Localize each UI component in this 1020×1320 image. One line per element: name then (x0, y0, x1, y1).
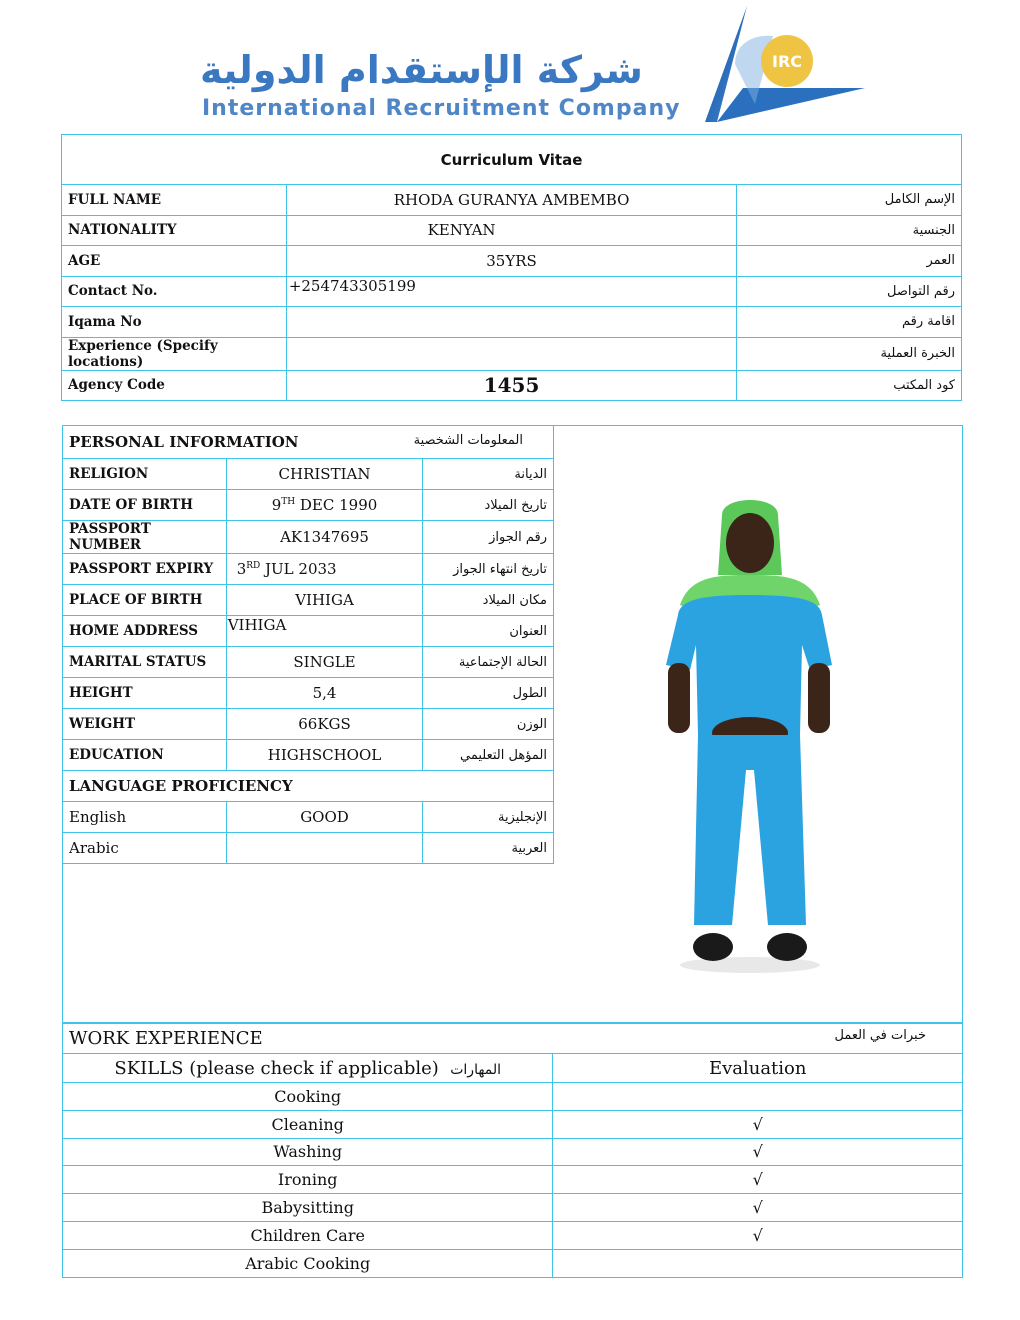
candidate-photo (650, 495, 850, 980)
skill-check-mark: √ (553, 1221, 963, 1249)
table-row (63, 1138, 963, 1166)
row-arabic-label: تاريخ انتهاء الجواز (423, 554, 554, 585)
logo-badge-text: IRC (771, 52, 803, 71)
row-label: RELIGION (63, 459, 227, 490)
place-of-birth-value: VIHIGA (226, 585, 423, 616)
row-label: EDUCATION (63, 740, 227, 771)
dob-suffix: TH (281, 497, 296, 507)
table-row (62, 276, 962, 307)
arabic-level-value (226, 833, 423, 864)
row-label: MARITAL STATUS (63, 647, 227, 678)
row-arabic-label: الديانة (423, 459, 554, 490)
iqama-value (286, 307, 736, 338)
experience-value (286, 337, 736, 370)
work-experience-heading (63, 1024, 963, 1054)
table-row (63, 740, 554, 771)
age-value: 35YRS (286, 246, 736, 277)
table-row (62, 246, 962, 277)
skill-name: Ironing (63, 1166, 553, 1194)
table-row (62, 337, 962, 370)
row-label: HEIGHT (63, 678, 227, 709)
table-row (63, 521, 554, 554)
full-name-value: RHODA GURANYA AMBEMBO (286, 185, 736, 216)
dob-rest: DEC 1990 (295, 496, 378, 514)
skill-name: Babysitting (63, 1194, 553, 1222)
table-row (62, 185, 962, 216)
row-label: FULL NAME (62, 185, 287, 216)
row-arabic-label: العمر (737, 246, 962, 277)
language-label: English (63, 802, 227, 833)
passport-expiry-value (226, 554, 423, 585)
evaluation-heading: Evaluation (553, 1054, 963, 1083)
table-row (63, 1166, 963, 1194)
personal-info-table (62, 425, 554, 864)
table-row (63, 616, 554, 647)
skill-check-mark: √ (553, 1110, 963, 1138)
personal-info-title: PERSONAL INFORMATION (69, 433, 299, 451)
row-label: PASSPORT NUMBER (63, 521, 227, 554)
row-label: DATE OF BIRTH (63, 490, 227, 521)
row-label: NATIONALITY (62, 215, 287, 246)
row-arabic-label: العربية (423, 833, 554, 864)
row-arabic-label: الطول (423, 678, 554, 709)
cv-title: Curriculum Vitae (62, 135, 962, 185)
row-arabic-label: الإنجليزية (423, 802, 554, 833)
work-experience-title-arabic: خبرات في العمل (834, 1028, 926, 1043)
marital-status-value: SINGLE (226, 647, 423, 678)
skill-check-mark (553, 1083, 963, 1111)
skill-check-mark: √ (553, 1194, 963, 1222)
passport-number-value: AK1347695 (226, 521, 423, 554)
row-label: Contact No. (62, 276, 287, 307)
table-row (63, 585, 554, 616)
row-arabic-label: الجنسية (737, 215, 962, 246)
expiry-rest: JUL 2033 (260, 560, 337, 578)
row-arabic-label: الوزن (423, 709, 554, 740)
row-label: Iqama No (62, 307, 287, 338)
english-level-value: GOOD (226, 802, 423, 833)
skill-check-mark (553, 1249, 963, 1277)
skill-name: Cleaning (63, 1110, 553, 1138)
expiry-day: 3 (236, 560, 247, 578)
row-arabic-label: اقامة رقم (737, 307, 962, 338)
religion-value: CHRISTIAN (226, 459, 423, 490)
row-label: WEIGHT (63, 709, 227, 740)
contact-value: +254743305199 (286, 276, 736, 307)
table-row (63, 554, 554, 585)
row-arabic-label: الخبرة العملية (737, 337, 962, 370)
row-label: Experience (Specify locations) (62, 337, 287, 370)
skill-check-mark: √ (553, 1166, 963, 1194)
personal-info-title-arabic: المعلومات الشخصية (413, 433, 523, 448)
table-row (62, 370, 962, 401)
row-arabic-label: المؤهل التعليمي (423, 740, 554, 771)
row-label: AGE (62, 246, 287, 277)
dob-value (226, 490, 423, 521)
language-proficiency-heading: LANGUAGE PROFICIENCY (63, 771, 554, 802)
dob-day: 9 (271, 496, 282, 514)
row-label: HOME ADDRESS (63, 616, 227, 647)
row-arabic-label: رقم التواصل (737, 276, 962, 307)
row-arabic-label: الإسم الكامل (737, 185, 962, 216)
logo-emblem-icon (695, 4, 870, 126)
table-row (62, 215, 962, 246)
logo-arabic-text: شركة الإستقدام الدولية (200, 48, 643, 92)
row-arabic-label: الحالة الإجتماعية (423, 647, 554, 678)
table-row (62, 307, 962, 338)
row-arabic-label: كود المكتب (737, 370, 962, 401)
logo-english-text: International Recruitment Company (202, 96, 681, 121)
home-address-value: VIHIGA (226, 616, 423, 647)
table-row (63, 1083, 963, 1111)
row-label: PASSPORT EXPIRY (63, 554, 227, 585)
expiry-suffix: RD (246, 561, 261, 571)
table-row (63, 647, 554, 678)
height-value: 5,4 (226, 678, 423, 709)
table-row (63, 1110, 963, 1138)
row-label: Agency Code (62, 370, 287, 401)
weight-value: 66KGS (226, 709, 423, 740)
nationality-value: KENYAN (286, 215, 736, 246)
education-value: HIGHSCHOOL (226, 740, 423, 771)
table-row (63, 459, 554, 490)
agency-code-value: 1455 (286, 370, 736, 401)
table-row (63, 709, 554, 740)
skills-heading-arabic: المهارات (450, 1061, 502, 1078)
table-row (63, 1194, 963, 1222)
row-arabic-label: تاريخ الميلاد (423, 490, 554, 521)
skill-check-mark: √ (553, 1138, 963, 1166)
row-arabic-label: رقم الجواز (423, 521, 554, 554)
table-row (63, 833, 554, 864)
personal-info-heading (63, 426, 554, 459)
row-label: PLACE OF BIRTH (63, 585, 227, 616)
skill-name: Cooking (63, 1083, 553, 1111)
table-row (63, 1249, 963, 1277)
work-experience-title: WORK EXPERIENCE (69, 1028, 263, 1049)
skills-heading (63, 1054, 553, 1083)
row-arabic-label: العنوان (423, 616, 554, 647)
skills-heading-text: SKILLS (please check if applicable) (114, 1057, 439, 1079)
row-arabic-label: مكان الميلاد (423, 585, 554, 616)
skill-name: Arabic Cooking (63, 1249, 553, 1277)
skill-name: Washing (63, 1138, 553, 1166)
table-row (63, 1221, 963, 1249)
language-label: Arabic (63, 833, 227, 864)
skills-table (62, 1023, 963, 1278)
table-row (63, 490, 554, 521)
table-row (63, 802, 554, 833)
table-row (63, 678, 554, 709)
skill-name: Children Care (63, 1221, 553, 1249)
cv-summary-table (61, 134, 962, 401)
